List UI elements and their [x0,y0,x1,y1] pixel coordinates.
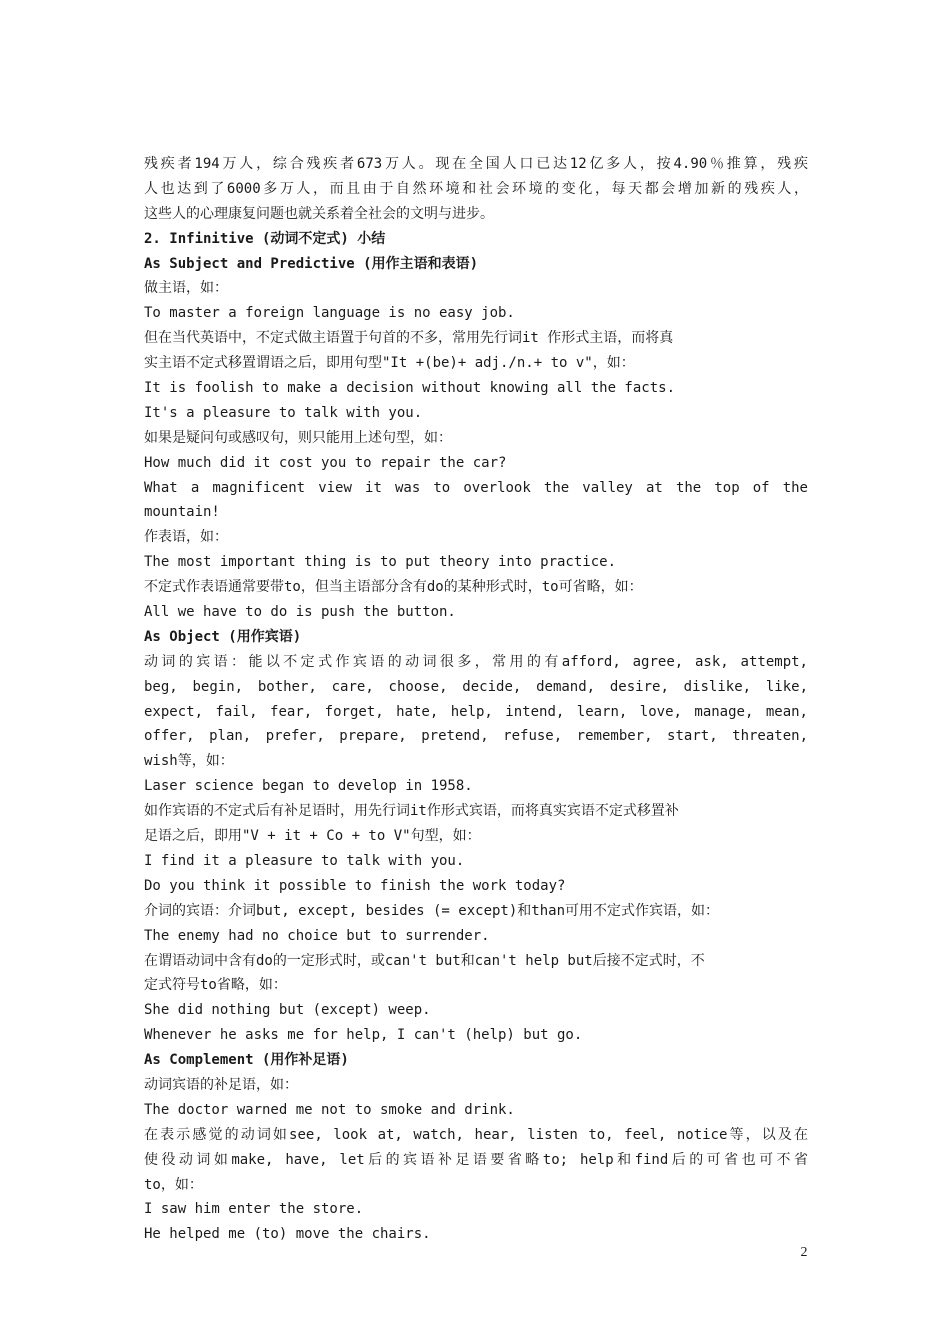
text-line: to，如： [144,1176,203,1193]
text-line: 动词的宾语：能以不定式作宾语的动词很多，常用的有afford, agree, ask, attempt, [144,653,808,670]
text-line: Laser science began to develop in 1958. [144,778,473,795]
text-line: 足语之后，即用"V + it + Co + to V"句型，如： [144,828,481,845]
text-line: 定式符号to省略，如： [144,977,287,994]
text-line: wish等，如： [144,753,234,770]
text-line: Whenever he asks me for help, I can't (help) but go. [144,1027,583,1044]
page-number: 2 [800,1245,808,1260]
text-line: mountain! [144,504,220,521]
section-heading: As Complement (用作补足语) [144,1052,349,1069]
text-line: It is foolish to make a decision without knowing all the facts. [144,380,676,397]
text-line: beg, begin, bother, care, choose, decide, demand, desire, dislike, like, [144,678,808,695]
text-line: 不定式作表语通常要带to，但当主语部分含有do的某种形式时，to可省略，如： [144,579,643,596]
section-heading: As Subject and Predictive (用作主语和表语) [144,255,479,272]
text-line: He helped me (to) move the chairs. [144,1226,431,1243]
text-line: 人也达到了6000多万人，而且由于自然环境和社会环境的变化，每天都会增加新的残疾人， [144,180,808,197]
page-body [144,152,808,1247]
text-line: I find it a pleasure to talk with you. [144,852,465,869]
text-line: All we have to do is push the button. [144,604,456,621]
text-line: 作表语，如： [144,529,228,546]
text-line: It's a pleasure to talk with you. [144,404,423,421]
text-line: The doctor warned me not to smoke and drink. [144,1101,515,1118]
text-line: 残疾者194万人，综合残疾者673万人。现在全国人口已达12亿多人，按4.90％推算，残疾 [144,156,808,172]
text-line: 动词宾语的补足语，如： [144,1076,298,1093]
text-line: 在表示感觉的动词如see, look at, watch, hear, listen to, feel, notice等，以及在 [144,1126,808,1143]
text-line: 这些人的心理康复问题也就关系着全社会的文明与进步。 [144,205,494,222]
text-line: She did nothing but (except) weep. [144,1002,431,1019]
text-line: 实主语不定式移置谓语之后，即用句型"It +(be)+ adj./n.+ to v"，如： [144,355,635,372]
section-heading: 2. Infinitive (动词不定式) 小结 [144,230,386,247]
text-line: expect, fail, fear, forget, hate, help, intend, learn, love, manage, mean, [144,703,808,720]
text-line: To master a foreign language is no easy job. [144,305,515,322]
text-line: The most important thing is to put theory into practice. [144,554,617,571]
text-line: The enemy had no choice but to surrender. [144,927,490,944]
text-line: 介词的宾语：介词but, except, besides (= except)和than可用不定式作宾语，如： [144,902,720,919]
text-line: 如果是疑问句或感叹句，则只能用上述句型，如： [144,429,452,446]
text-line: 使役动词如make, have, let后的宾语补足语要省略to; help和find后的可省也可不省 [144,1151,808,1168]
text-line: How much did it cost you to repair the car? [144,454,507,471]
text-line: 在谓语动词中含有do的一定形式时，或can't but和can't help but后接不定式时，不 [144,952,705,969]
section-heading: As Object (用作宾语) [144,628,302,645]
text-line: 但在当代英语中，不定式做主语置于句首的不多，常用先行词it 作形式主语，而将真 [144,330,674,347]
text-line: Do you think it possible to finish the work today? [144,877,566,894]
text-line: I saw him enter the store. [144,1201,364,1218]
text-line: offer, plan, prefer, prepare, pretend, refuse, remember, start, threaten, [144,728,808,745]
text-line: 如作宾语的不定式后有补足语时，用先行词it作形式宾语，而将真实宾语不定式移置补 [144,803,679,820]
text-line: What a magnificent view it was to overlook the valley at the top of the [144,479,808,496]
text-line: 做主语，如： [144,280,228,297]
